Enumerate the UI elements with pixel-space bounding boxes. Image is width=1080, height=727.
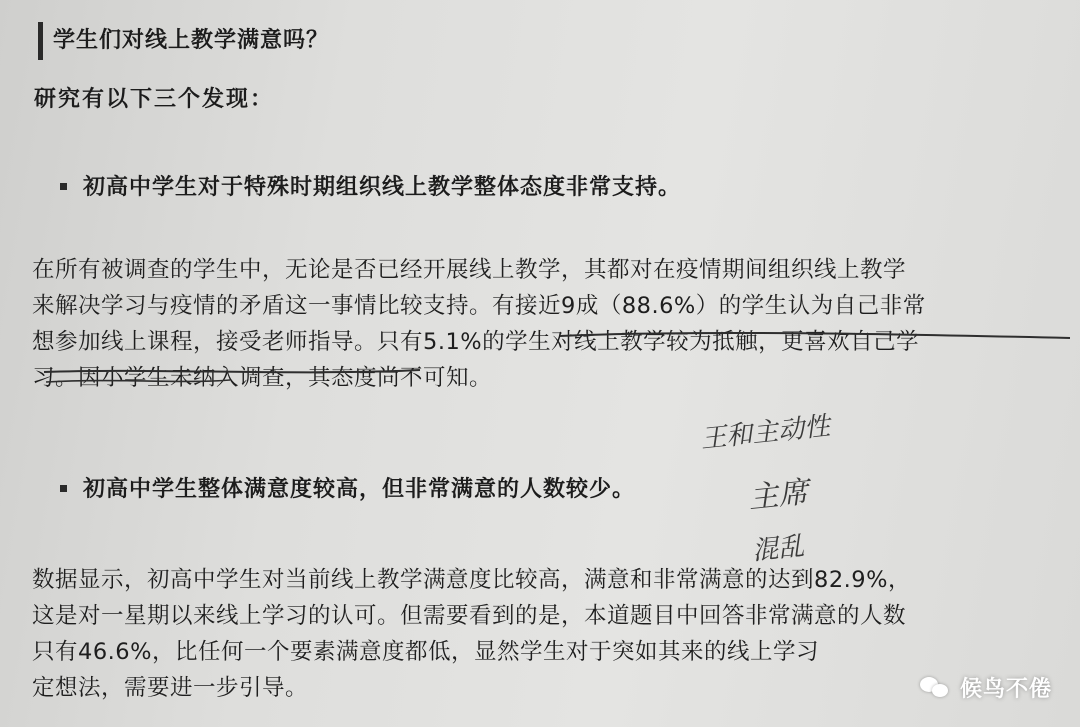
paragraph-1-line: 在所有被调查的学生中，无论是否已经开展线上教学，其都对在疫情期间组织线上教学: [32, 257, 907, 283]
paragraph-2-line: 定想法，需要进一步引导。: [32, 675, 309, 701]
paragraph-2: [32, 562, 1072, 706]
paragraph-1-line: 来解决学习与疫情的矛盾这一事情比较支持。有接近9成（88.6%）的学生认为自己非常: [32, 293, 926, 319]
finding-2-text: 初高中学生整体满意度较高，但非常满意的人数较少。: [83, 477, 636, 502]
handwritten-note-3: 混乱: [750, 531, 806, 567]
bullet-square-icon: [60, 183, 67, 190]
bullet-square-icon: [60, 485, 67, 492]
intro-text: 研究有以下三个发现：: [34, 87, 275, 112]
finding-1-text: 初高中学生对于特殊时期组织线上教学整体态度非常支持。: [83, 175, 682, 200]
chat-bubble-icon: [920, 675, 950, 701]
paragraph-2-line: 这是对一星期以来线上学习的认可。但需要看到的是，本道题目中回答非常满意的人数: [32, 603, 907, 629]
paragraph-2-line: 数据显示，初高中学生对当前线上教学满意度比较高，满意和非常满意的达到82.9%，: [32, 567, 911, 593]
watermark: [920, 672, 1052, 703]
handwritten-note-2: 主席: [746, 474, 811, 517]
section-heading: 学生们对线上教学满意吗？: [38, 22, 329, 60]
paragraph-1-line: 习。因小学生未纳入调查，其态度尚不可知。: [32, 365, 493, 391]
paragraph-1-line: 想参加线上课程，接受老师指导。只有5.1%的学生对线上教学较为抵触，更喜欢自己学: [32, 329, 920, 355]
finding-2: [60, 472, 635, 503]
watermark-text: 候鸟不倦: [959, 677, 1052, 702]
finding-1: [60, 170, 681, 201]
paragraph-1: [32, 252, 1072, 396]
handwritten-note-1: 王和主动性: [699, 411, 832, 455]
paragraph-2-line: 只有46.6%，比任何一个要素满意度都低，显然学生对于突如其来的线上学习: [32, 639, 819, 665]
